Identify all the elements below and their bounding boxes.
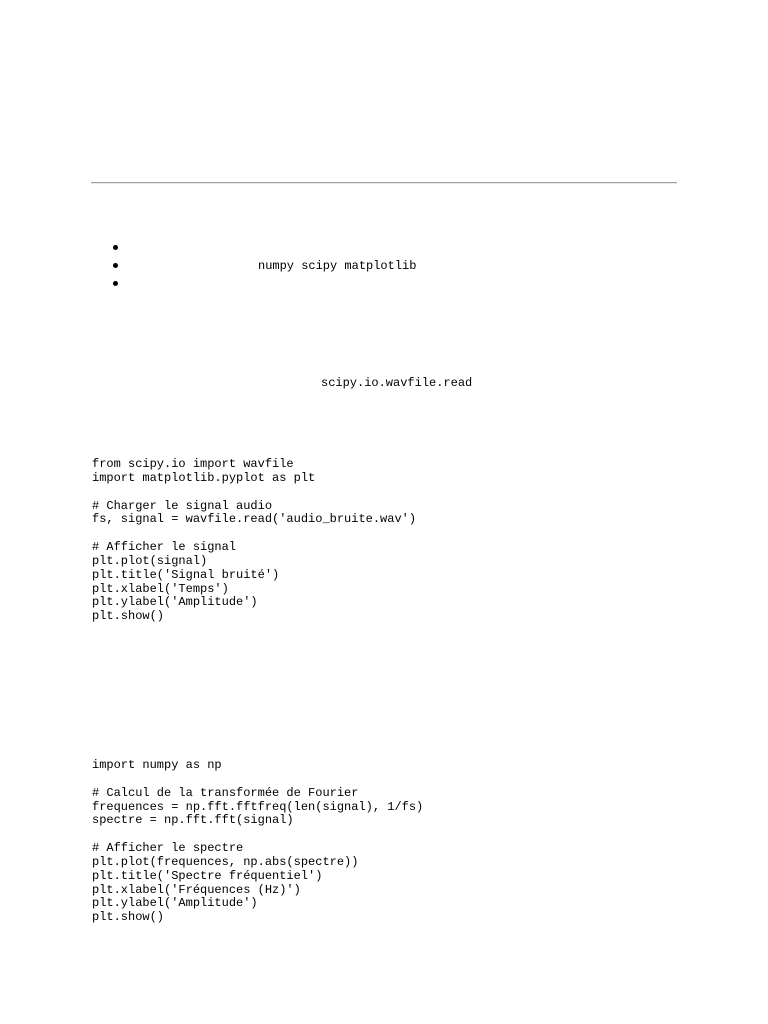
code-line: plt.ylabel('Amplitude') [92, 896, 258, 911]
list-item [92, 275, 121, 293]
code-block-fft-spectrum [92, 759, 423, 925]
code-line: plt.plot(frequences, np.abs(spectre)) [92, 854, 359, 869]
code-line: import numpy as np [92, 758, 222, 772]
code-block-load-signal [92, 458, 416, 624]
code-line: plt.title('Signal bruité') [92, 567, 280, 582]
code-line: import matplotlib.pyplot as plt [92, 470, 316, 485]
bullet-icon [113, 281, 118, 286]
list-item [92, 239, 121, 257]
code-line [92, 486, 416, 500]
bullet-icon [113, 245, 118, 250]
code-line: plt.xlabel('Temps') [92, 581, 229, 596]
horizontal-rule [91, 182, 677, 184]
list-item [92, 257, 417, 275]
code-line: # Charger le signal audio [92, 498, 273, 513]
bullet-list [92, 239, 417, 293]
code-line: from scipy.io import wavfile [92, 457, 294, 471]
inline-code: scipy.io.wavfile.read [321, 376, 473, 390]
code-line: plt.show() [92, 910, 165, 925]
code-line: fs, signal = wavfile.read('audio_bruite.wav') [92, 512, 417, 527]
code-line: plt.xlabel('Fréquences (Hz)') [92, 882, 301, 897]
code-line: plt.ylabel('Amplitude') [92, 595, 258, 610]
code-line: # Afficher le signal [92, 540, 237, 555]
code-line: plt.show() [92, 609, 165, 624]
code-line: plt.title('Spectre fréquentiel') [92, 868, 323, 883]
code-line: spectre = np.fft.fft(signal) [92, 813, 294, 828]
list-item-text: numpy scipy matplotlib [258, 259, 417, 273]
code-line: frequences = np.fft.fftfreq(len(signal), 1/fs) [92, 799, 424, 814]
code-line [92, 828, 423, 842]
code-line [92, 527, 416, 541]
code-line: # Calcul de la transformée de Fourier [92, 785, 359, 800]
code-line: # Afficher le spectre [92, 841, 244, 856]
code-line [92, 773, 423, 787]
code-line: plt.plot(signal) [92, 553, 208, 568]
bullet-icon [113, 263, 118, 268]
